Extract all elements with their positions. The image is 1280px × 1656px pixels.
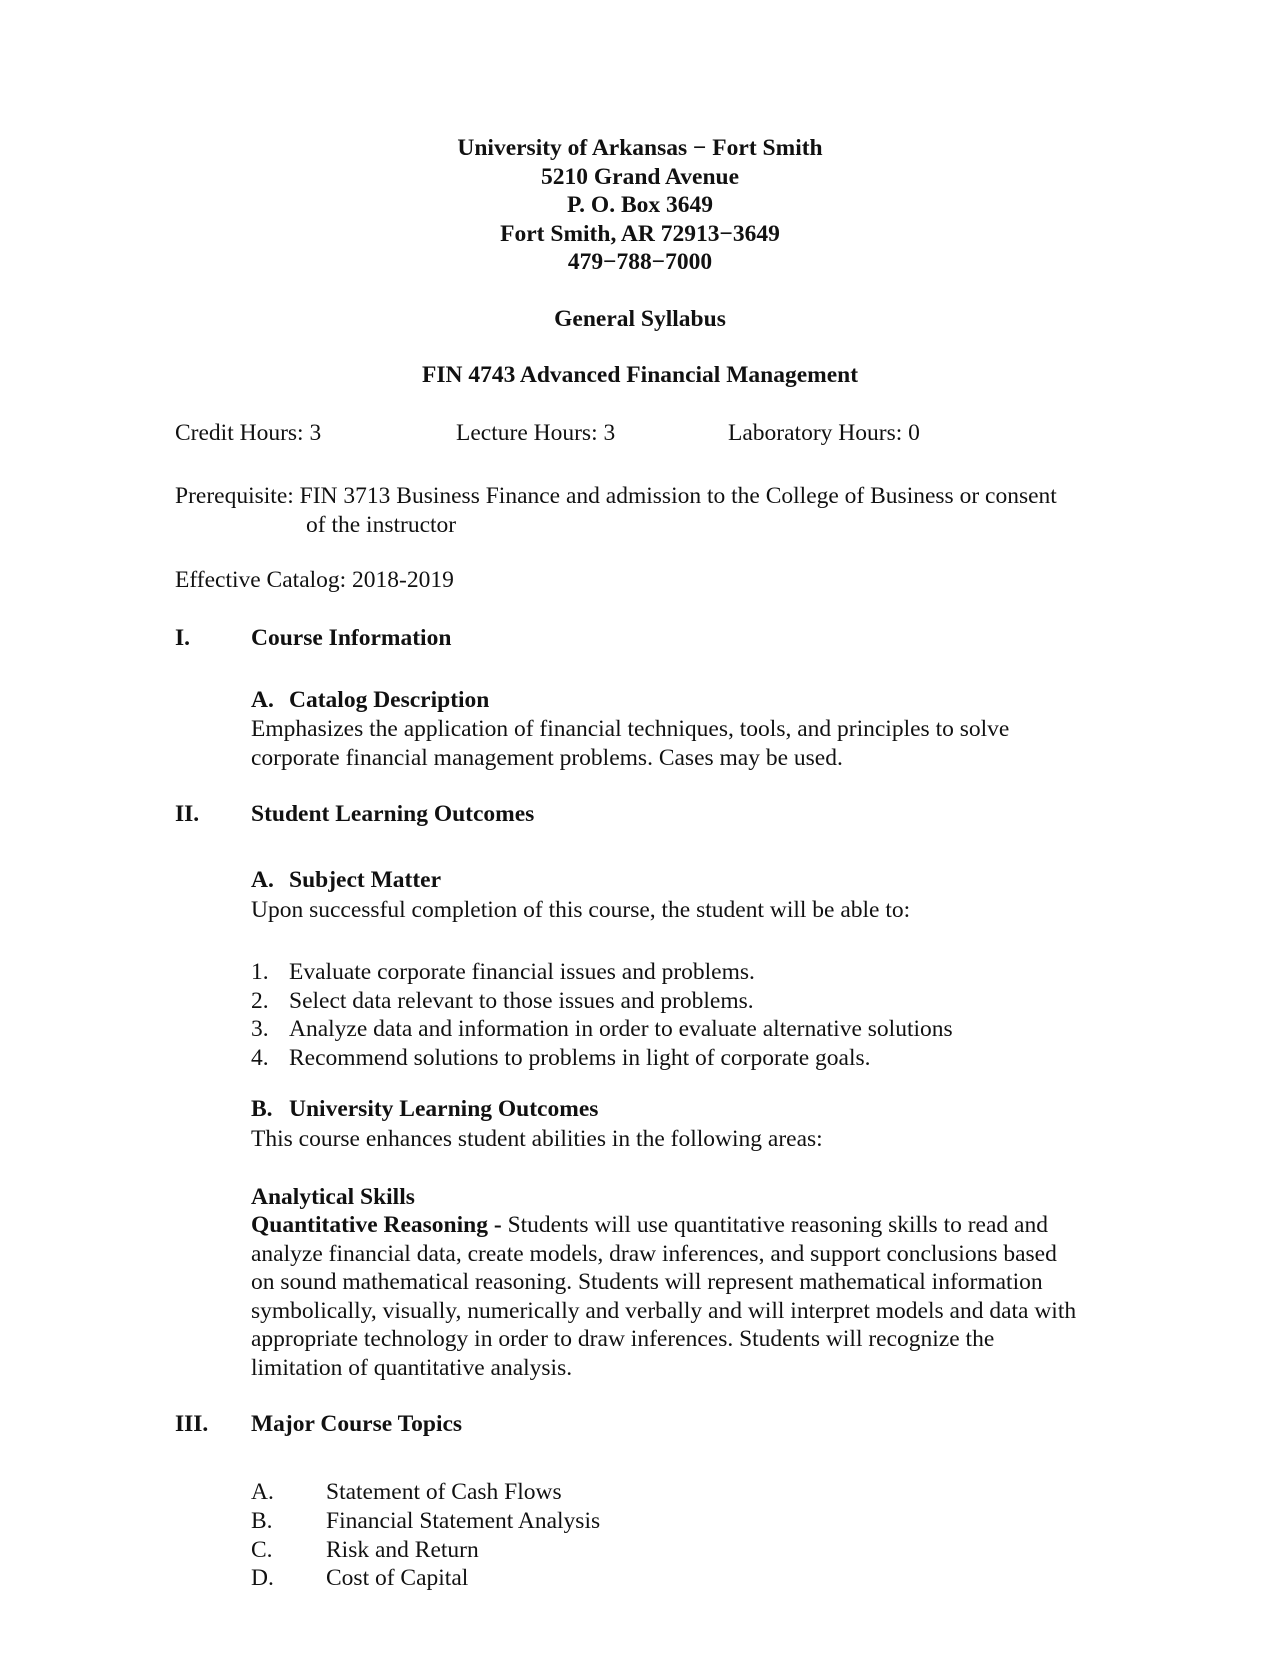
subsection-letter: B. bbox=[251, 1096, 273, 1122]
institution-name: University of Arkansas − Fort Smith bbox=[457, 135, 823, 161]
skill-heading: Analytical Skills bbox=[251, 1184, 415, 1210]
text-line: Emphasizes the application of financial techniques, tools, and principles to solve bbox=[251, 716, 1010, 742]
prerequisite bbox=[175, 482, 1135, 539]
course-topics-list bbox=[251, 1478, 600, 1593]
subsection-heading bbox=[251, 686, 489, 715]
section-title: Major Course Topics bbox=[251, 1411, 463, 1437]
text-line: analyze financial data, create models, draw inferences, and support conclusions based bbox=[251, 1240, 1057, 1267]
item-text: Evaluate corporate financial issues and problems. bbox=[289, 959, 755, 985]
section-numeral: III. bbox=[175, 1411, 209, 1437]
section-title: Student Learning Outcomes bbox=[251, 801, 535, 827]
subsection-title: University Learning Outcomes bbox=[289, 1096, 599, 1122]
subsection-heading bbox=[251, 1095, 598, 1124]
item-number: 3. bbox=[251, 1016, 269, 1042]
phone-number: 479−788−7000 bbox=[567, 249, 713, 275]
university-outcomes-intro: This course enhances student abilities in the following areas: bbox=[251, 1126, 823, 1152]
topic-letter: B. bbox=[251, 1507, 273, 1534]
section-numeral: I. bbox=[175, 625, 191, 651]
text-line: symbolically, visually, numerically and verbally and will interpret models and data with bbox=[251, 1297, 1077, 1324]
topic-text: Cost of Capital bbox=[326, 1565, 469, 1592]
learning-outcomes-list bbox=[251, 958, 953, 1072]
topic-text: Statement of Cash Flows bbox=[326, 1479, 562, 1505]
prerequisite-line-2: of the instructor bbox=[306, 511, 457, 538]
topic-letter: A. bbox=[251, 1479, 274, 1505]
item-number: 2. bbox=[251, 987, 269, 1014]
list-item bbox=[251, 1507, 600, 1536]
subject-matter-intro: Upon successful completion of this course, the student will be able to: bbox=[251, 897, 911, 923]
list-item bbox=[251, 1015, 953, 1044]
effective-catalog: Effective Catalog: 2018-2019 bbox=[175, 567, 454, 593]
section-title: Course Information bbox=[251, 625, 452, 651]
prerequisite-line-1: FIN 3713 Business Finance and admission to the College of Business or consent bbox=[299, 483, 1057, 509]
text-line: appropriate technology in order to draw inferences. Students will recognize the bbox=[251, 1326, 995, 1352]
list-item bbox=[251, 1536, 600, 1565]
prerequisite-label: Prerequisite: bbox=[175, 483, 294, 509]
document-title: General Syllabus bbox=[554, 306, 726, 332]
laboratory-hours: Laboratory Hours: 0 bbox=[728, 420, 920, 446]
quantitative-reasoning-paragraph bbox=[251, 1211, 1151, 1382]
subsection-heading bbox=[251, 866, 441, 895]
topic-letter: C. bbox=[251, 1536, 273, 1563]
subsection-title: Subject Matter bbox=[289, 867, 442, 893]
item-number: 4. bbox=[251, 1044, 269, 1071]
list-item bbox=[251, 1564, 600, 1593]
street-address: 5210 Grand Avenue bbox=[540, 163, 740, 190]
skill-label: Quantitative Reasoning - bbox=[251, 1212, 502, 1238]
text-line: limitation of quantitative analysis. bbox=[251, 1354, 573, 1381]
list-item bbox=[251, 1478, 600, 1507]
list-item bbox=[251, 1044, 953, 1073]
po-box: P. O. Box 3649 bbox=[566, 192, 714, 218]
list-item bbox=[251, 958, 953, 987]
item-text: Recommend solutions to problems in light of corporate goals. bbox=[289, 1044, 871, 1071]
catalog-description bbox=[251, 715, 1151, 772]
topic-text: Risk and Return bbox=[326, 1536, 479, 1563]
item-text: Analyze data and information in order to evaluate alternative solutions bbox=[289, 1016, 953, 1042]
topic-text: Financial Statement Analysis bbox=[326, 1507, 601, 1534]
item-number: 1. bbox=[251, 959, 269, 985]
subsection-title: Catalog Description bbox=[289, 687, 490, 713]
credit-hours: Credit Hours: 3 bbox=[175, 420, 322, 446]
subsection-letter: A. bbox=[251, 687, 274, 713]
section-numeral: II. bbox=[175, 801, 200, 827]
list-item bbox=[251, 987, 953, 1016]
lecture-hours: Lecture Hours: 3 bbox=[456, 420, 616, 446]
text-line: Students will use quantitative reasoning skills to read and bbox=[501, 1212, 1048, 1238]
city-state-zip: Fort Smith, AR 72913−3649 bbox=[500, 220, 780, 247]
institution-header bbox=[0, 134, 1280, 277]
subsection-letter: A. bbox=[251, 867, 274, 893]
course-title: FIN 4743 Advanced Financial Management bbox=[421, 362, 859, 388]
text-line: on sound mathematical reasoning. Students will represent mathematical information bbox=[251, 1269, 1043, 1295]
topic-letter: D. bbox=[251, 1565, 274, 1592]
text-line: corporate financial management problems. Cases may be used. bbox=[251, 744, 843, 771]
item-text: Select data relevant to those issues and problems. bbox=[289, 987, 754, 1014]
